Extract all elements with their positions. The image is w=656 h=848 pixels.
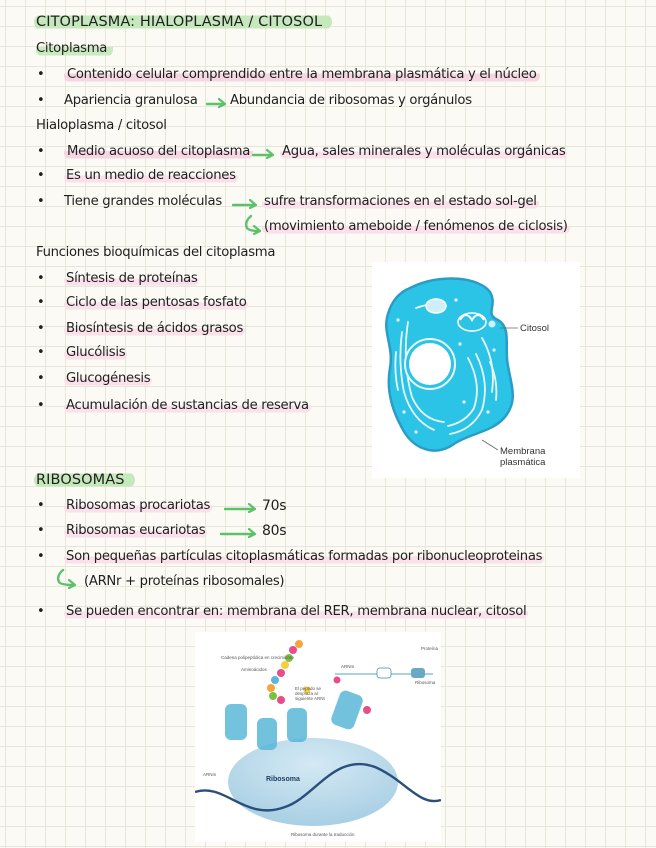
caption-aminoacidos: Aminoácidos <box>241 667 267 672</box>
bullet: • <box>37 345 45 360</box>
bullet: • <box>37 371 45 386</box>
cito-bullet-1: Contenido celular comprendido entre la membrana plasmática y el núcleo <box>64 66 540 84</box>
bullet: • <box>37 498 45 513</box>
function-item: Síntesis de proteínas <box>66 271 198 286</box>
function-item: Glucogénesis <box>66 371 151 386</box>
heading-citoplasma: Citoplasma <box>36 40 113 58</box>
cito-bullet-2b: Abundancia de ribosomas y orgánulos <box>230 93 472 108</box>
caption-inferior: Ribosoma durante la traducción <box>291 832 355 837</box>
curved-arrow-icon <box>243 214 263 236</box>
function-item: Acumulación de sustancias de reserva <box>66 398 309 413</box>
arrow-right-icon <box>206 96 228 108</box>
function-item: Glucólisis <box>66 345 126 360</box>
bullet: • <box>37 549 45 564</box>
arrow-right-icon <box>232 197 260 209</box>
bullet: • <box>37 144 45 159</box>
bullet: • <box>37 93 45 108</box>
bullet: • <box>37 604 45 619</box>
hialo-bullet-1b: Agua, sales minerales y moléculas orgánicas <box>282 144 566 159</box>
caption-proteina: Proteína <box>421 646 439 651</box>
hialo-bullet-3c: (movimiento ameboide / fenómenos de ciclosis) <box>264 219 568 234</box>
hialo-bullet-3a: Tiene grandes moléculas <box>64 194 222 209</box>
ribo-bullet-3: Son pequeñas partículas citoplasmáticas formadas por ribonucleoproteinas <box>66 549 543 564</box>
caption-arnm: ARNm <box>203 772 217 777</box>
cito-bullet-2a: Apariencia granulosa <box>64 93 198 108</box>
hialo-bullet-3b: sufre transformaciones en el estado sol-gel <box>264 194 537 209</box>
ribo-bullet-3-sub: (ARNr + proteínas ribosomales) <box>84 574 285 589</box>
bullet: • <box>37 194 45 209</box>
label-plasmatica: plasmática <box>500 457 546 468</box>
arrow-right-icon <box>252 147 276 159</box>
ribo-bullet-4: Se pueden encontrar en: membrana del RER, membrana nuclear, citosol <box>66 604 527 619</box>
caption-ribosoma-small: Ribosoma <box>415 680 436 685</box>
bullet: • <box>37 295 45 310</box>
ribosome-diagram <box>195 632 441 842</box>
arrow-right-icon <box>224 501 258 513</box>
heading-funciones: Funciones bioquímicas del citoplasma <box>36 245 276 260</box>
label-citosol: Citosol <box>520 323 550 334</box>
bullet: • <box>37 321 45 336</box>
cell-diagram <box>372 262 580 478</box>
caption-peptido: El péptido se desplaza al siguiente ARNt <box>295 686 325 701</box>
ribo-value-70s: 70s <box>262 498 287 514</box>
ribosome-figure <box>195 632 441 842</box>
caption-arnm-small: ARNm <box>341 664 355 669</box>
function-item: Ciclo de las pentosas fosfato <box>66 295 247 310</box>
cell-figure <box>372 262 580 478</box>
hialo-bullet-2: Es un medio de reacciones <box>66 168 236 183</box>
ribo-bullet-2a: Ribosomas eucariotas <box>66 523 206 538</box>
bullet: • <box>37 168 45 183</box>
curved-arrow-icon <box>55 568 79 590</box>
arrow-right-icon <box>220 526 258 538</box>
bullet: • <box>37 271 45 286</box>
hialo-bullet-1a: Medio acuoso del citoplasma <box>64 143 253 161</box>
label-membrana: Membrana <box>500 446 546 457</box>
bullet: • <box>37 398 45 413</box>
caption-cadena: Cadena polipeptídica en crecimiento <box>221 655 294 660</box>
section-title-ribosomas: RIBOSOMAS <box>34 471 135 489</box>
function-item: Biosíntesis de ácidos grasos <box>66 321 244 336</box>
ribo-value-80s: 80s <box>262 523 287 539</box>
section-title-citoplasma: CITOPLASMA: HIALOPLASMA / CITOSOL <box>34 13 332 31</box>
bullet: • <box>37 67 45 82</box>
bullet: • <box>37 523 45 538</box>
heading-hialoplasma: Hialoplasma / citosol <box>36 118 167 133</box>
label-ribosoma: Ribosoma <box>266 776 300 783</box>
ribo-bullet-1a: Ribosomas procariotas <box>66 498 211 513</box>
